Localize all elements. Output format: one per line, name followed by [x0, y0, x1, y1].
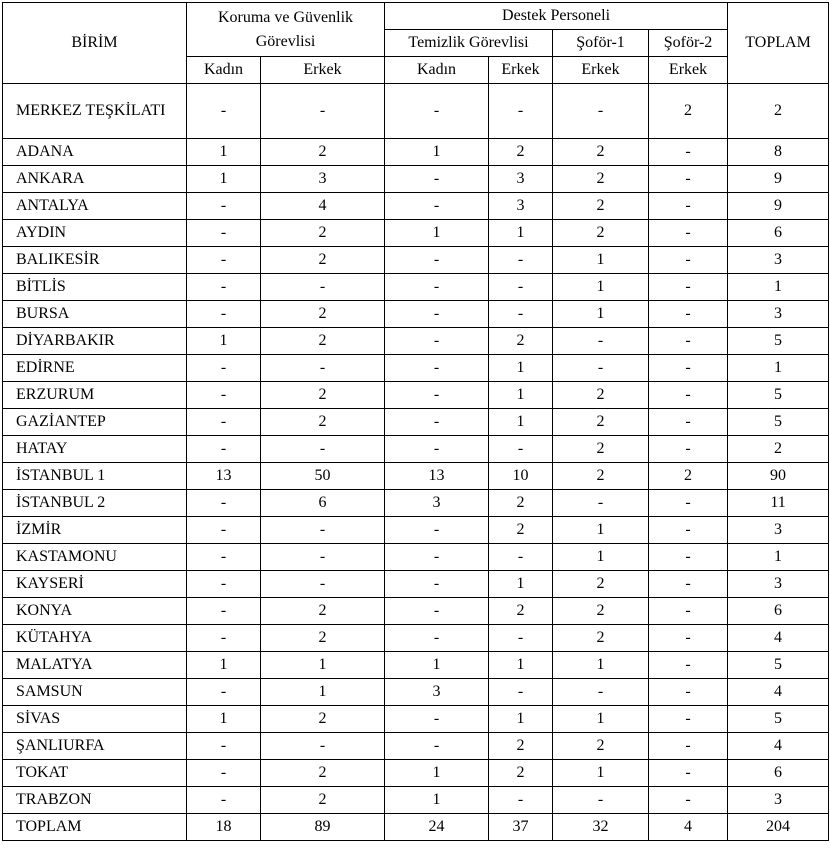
table-row — [3, 598, 829, 625]
table-row — [3, 328, 829, 355]
cell-kg-erkek: 3 — [261, 166, 385, 193]
cell-toplam: 5 — [728, 382, 829, 409]
cell-birim: KAYSERİ — [3, 571, 187, 598]
cell-tz-kadin: 1 — [385, 760, 489, 787]
cell-tz-kadin: - — [385, 382, 489, 409]
header-s2-erkek: Erkek — [649, 57, 728, 84]
cell-s2-erkek: - — [649, 490, 728, 517]
cell-toplam: 5 — [728, 328, 829, 355]
cell-s1-erkek: 1 — [553, 301, 649, 328]
cell-kg-erkek: - — [261, 84, 385, 139]
cell-tz-kadin: 1 — [385, 139, 489, 166]
cell-tz-erkek: 1 — [489, 355, 553, 382]
cell-kg-kadin: - — [187, 193, 261, 220]
cell-s2-erkek: - — [649, 544, 728, 571]
cell-kg-kadin: 18 — [187, 814, 261, 841]
cell-tz-erkek: - — [489, 247, 553, 274]
cell-s2-erkek: - — [649, 301, 728, 328]
cell-kg-kadin: - — [187, 220, 261, 247]
cell-tz-erkek: 2 — [489, 517, 553, 544]
cell-toplam: 4 — [728, 679, 829, 706]
table-row — [3, 544, 829, 571]
cell-kg-erkek: 2 — [261, 328, 385, 355]
cell-kg-kadin: - — [187, 436, 261, 463]
cell-s2-erkek: - — [649, 760, 728, 787]
cell-kg-kadin: - — [187, 382, 261, 409]
cell-s1-erkek: 2 — [553, 382, 649, 409]
cell-toplam: 3 — [728, 517, 829, 544]
cell-kg-erkek: - — [261, 733, 385, 760]
cell-toplam: 11 — [728, 490, 829, 517]
cell-kg-kadin: - — [187, 679, 261, 706]
cell-s2-erkek: 4 — [649, 814, 728, 841]
table-row — [3, 679, 829, 706]
cell-kg-kadin: - — [187, 355, 261, 382]
cell-kg-kadin: - — [187, 247, 261, 274]
cell-tz-kadin: - — [385, 409, 489, 436]
cell-tz-erkek: 1 — [489, 382, 553, 409]
cell-tz-erkek: - — [489, 625, 553, 652]
cell-toplam: 6 — [728, 220, 829, 247]
header-destek-group: Destek Personeli — [385, 3, 728, 30]
cell-tz-kadin: - — [385, 328, 489, 355]
cell-toplam: 1 — [728, 355, 829, 382]
cell-s2-erkek: - — [649, 436, 728, 463]
cell-kg-erkek: 4 — [261, 193, 385, 220]
cell-toplam: 5 — [728, 706, 829, 733]
cell-toplam: 1 — [728, 274, 829, 301]
cell-toplam: 9 — [728, 166, 829, 193]
cell-kg-erkek: - — [261, 355, 385, 382]
cell-kg-kadin: 1 — [187, 166, 261, 193]
cell-kg-erkek: 2 — [261, 625, 385, 652]
cell-s2-erkek: - — [649, 652, 728, 679]
cell-kg-erkek: 2 — [261, 301, 385, 328]
cell-kg-erkek: 2 — [261, 409, 385, 436]
cell-tz-kadin: - — [385, 571, 489, 598]
cell-toplam: 1 — [728, 544, 829, 571]
cell-birim: İSTANBUL 1 — [3, 463, 187, 490]
cell-toplam: 2 — [728, 436, 829, 463]
cell-tz-kadin: - — [385, 274, 489, 301]
cell-kg-kadin: - — [187, 625, 261, 652]
cell-s2-erkek: - — [649, 679, 728, 706]
cell-kg-kadin: - — [187, 733, 261, 760]
cell-tz-kadin: - — [385, 706, 489, 733]
table-row — [3, 733, 829, 760]
cell-tz-kadin: - — [385, 193, 489, 220]
cell-kg-kadin: - — [187, 84, 261, 139]
cell-toplam: 5 — [728, 409, 829, 436]
table-row — [3, 220, 829, 247]
cell-kg-kadin: 13 — [187, 463, 261, 490]
cell-kg-kadin: - — [187, 274, 261, 301]
cell-s1-erkek: 2 — [553, 220, 649, 247]
cell-birim: İSTANBUL 2 — [3, 490, 187, 517]
cell-birim: EDİRNE — [3, 355, 187, 382]
cell-tz-kadin: - — [385, 301, 489, 328]
table-row — [3, 382, 829, 409]
cell-s2-erkek: - — [649, 571, 728, 598]
cell-tz-erkek: 3 — [489, 193, 553, 220]
cell-tz-erkek: - — [489, 274, 553, 301]
cell-tz-erkek: - — [489, 301, 553, 328]
cell-kg-erkek: 2 — [261, 787, 385, 814]
cell-s2-erkek: - — [649, 733, 728, 760]
cell-birim: BALIKESİR — [3, 247, 187, 274]
cell-tz-erkek: 10 — [489, 463, 553, 490]
cell-tz-erkek: 2 — [489, 139, 553, 166]
cell-kg-erkek: 1 — [261, 679, 385, 706]
cell-tz-erkek: 1 — [489, 706, 553, 733]
cell-toplam: 2 — [728, 84, 829, 139]
cell-kg-erkek: 2 — [261, 706, 385, 733]
cell-kg-kadin: - — [187, 409, 261, 436]
table-row — [3, 193, 829, 220]
table-row — [3, 571, 829, 598]
cell-s2-erkek: - — [649, 355, 728, 382]
table-row — [3, 274, 829, 301]
cell-tz-kadin: 1 — [385, 220, 489, 247]
cell-s1-erkek: 2 — [553, 463, 649, 490]
cell-tz-erkek: 37 — [489, 814, 553, 841]
cell-s1-erkek: 32 — [553, 814, 649, 841]
cell-birim: HATAY — [3, 436, 187, 463]
cell-s1-erkek: 1 — [553, 652, 649, 679]
cell-s1-erkek: 2 — [553, 598, 649, 625]
cell-tz-erkek: 2 — [489, 733, 553, 760]
cell-birim: MERKEZ TEŞKİLATI — [3, 84, 187, 139]
cell-tz-kadin: - — [385, 166, 489, 193]
cell-tz-kadin: 3 — [385, 490, 489, 517]
cell-kg-kadin: - — [187, 598, 261, 625]
header-tz-kadin: Kadın — [385, 57, 489, 84]
cell-birim: AYDIN — [3, 220, 187, 247]
cell-birim: TOPLAM — [3, 814, 187, 841]
cell-tz-erkek: - — [489, 787, 553, 814]
header-sofor1: Şoför-1 — [553, 30, 649, 57]
cell-s1-erkek: 2 — [553, 193, 649, 220]
cell-tz-kadin: 1 — [385, 652, 489, 679]
cell-tz-kadin: 3 — [385, 679, 489, 706]
cell-kg-erkek: 1 — [261, 652, 385, 679]
cell-tz-erkek: 1 — [489, 571, 553, 598]
cell-birim: ŞANLIURFA — [3, 733, 187, 760]
cell-s2-erkek: - — [649, 409, 728, 436]
header-kg-kadin: Kadın — [187, 57, 261, 84]
cell-kg-erkek: - — [261, 517, 385, 544]
cell-tz-erkek: 2 — [489, 490, 553, 517]
cell-birim: ADANA — [3, 139, 187, 166]
cell-toplam: 6 — [728, 760, 829, 787]
cell-toplam: 4 — [728, 625, 829, 652]
table-row — [3, 625, 829, 652]
cell-tz-kadin: - — [385, 436, 489, 463]
cell-s2-erkek: - — [649, 598, 728, 625]
cell-toplam: 3 — [728, 247, 829, 274]
cell-tz-erkek: - — [489, 544, 553, 571]
personnel-table — [2, 2, 829, 841]
cell-toplam: 3 — [728, 571, 829, 598]
cell-s1-erkek: 1 — [553, 706, 649, 733]
header-koruma-group: Koruma ve Güvenlik Görevlisi — [187, 3, 385, 57]
cell-tz-erkek: 3 — [489, 166, 553, 193]
cell-kg-erkek: 6 — [261, 490, 385, 517]
cell-birim: TRABZON — [3, 787, 187, 814]
table-row — [3, 301, 829, 328]
cell-tz-erkek: 2 — [489, 760, 553, 787]
cell-kg-kadin: 1 — [187, 652, 261, 679]
cell-birim: İZMİR — [3, 517, 187, 544]
table-row — [3, 787, 829, 814]
cell-toplam: 9 — [728, 193, 829, 220]
cell-tz-erkek: 2 — [489, 598, 553, 625]
header-birim: BİRİM — [3, 3, 187, 84]
cell-toplam: 8 — [728, 139, 829, 166]
table-row — [3, 355, 829, 382]
cell-kg-kadin: - — [187, 490, 261, 517]
cell-toplam: 6 — [728, 598, 829, 625]
cell-kg-erkek: 2 — [261, 382, 385, 409]
cell-tz-kadin: - — [385, 355, 489, 382]
cell-tz-kadin: - — [385, 544, 489, 571]
cell-kg-erkek: - — [261, 544, 385, 571]
cell-s2-erkek: - — [649, 274, 728, 301]
header-s1-erkek: Erkek — [553, 57, 649, 84]
cell-tz-kadin: - — [385, 625, 489, 652]
cell-birim: TOKAT — [3, 760, 187, 787]
cell-s2-erkek: 2 — [649, 463, 728, 490]
cell-kg-erkek: 2 — [261, 220, 385, 247]
cell-s2-erkek: - — [649, 247, 728, 274]
cell-s1-erkek: 2 — [553, 571, 649, 598]
cell-s1-erkek: - — [553, 679, 649, 706]
cell-birim: SAMSUN — [3, 679, 187, 706]
cell-birim: ANKARA — [3, 166, 187, 193]
cell-s1-erkek: 2 — [553, 733, 649, 760]
header-sofor2: Şoför-2 — [649, 30, 728, 57]
cell-tz-kadin: 1 — [385, 787, 489, 814]
cell-s1-erkek: 1 — [553, 247, 649, 274]
table-row — [3, 652, 829, 679]
cell-s1-erkek: 2 — [553, 139, 649, 166]
cell-s1-erkek: - — [553, 355, 649, 382]
cell-s2-erkek: - — [649, 139, 728, 166]
cell-s1-erkek: 1 — [553, 274, 649, 301]
cell-s2-erkek: - — [649, 382, 728, 409]
cell-s1-erkek: 2 — [553, 625, 649, 652]
cell-tz-erkek: - — [489, 679, 553, 706]
header-toplam: TOPLAM — [728, 3, 829, 84]
cell-s2-erkek: - — [649, 625, 728, 652]
cell-toplam: 3 — [728, 301, 829, 328]
cell-birim: ANTALYA — [3, 193, 187, 220]
cell-s1-erkek: 2 — [553, 409, 649, 436]
cell-tz-erkek: 1 — [489, 652, 553, 679]
cell-kg-kadin: - — [187, 760, 261, 787]
cell-kg-erkek: 2 — [261, 139, 385, 166]
cell-kg-kadin: 1 — [187, 328, 261, 355]
cell-kg-erkek: 89 — [261, 814, 385, 841]
cell-s1-erkek: 1 — [553, 517, 649, 544]
cell-s1-erkek: - — [553, 787, 649, 814]
cell-kg-kadin: - — [187, 787, 261, 814]
table-row — [3, 463, 829, 490]
table-row — [3, 84, 829, 139]
cell-birim: KASTAMONU — [3, 544, 187, 571]
cell-tz-kadin: - — [385, 598, 489, 625]
cell-birim: BİTLİS — [3, 274, 187, 301]
cell-s2-erkek: - — [649, 787, 728, 814]
cell-birim: DİYARBAKIR — [3, 328, 187, 355]
cell-toplam: 3 — [728, 787, 829, 814]
cell-tz-erkek: - — [489, 436, 553, 463]
cell-s1-erkek: 1 — [553, 544, 649, 571]
cell-kg-erkek: - — [261, 571, 385, 598]
cell-s1-erkek: - — [553, 490, 649, 517]
total-row — [3, 814, 829, 841]
cell-tz-kadin: 13 — [385, 463, 489, 490]
header-temizlik: Temizlik Görevlisi — [385, 30, 553, 57]
cell-tz-kadin: - — [385, 733, 489, 760]
table-row — [3, 490, 829, 517]
cell-kg-erkek: 2 — [261, 247, 385, 274]
cell-s2-erkek: - — [649, 706, 728, 733]
cell-birim: GAZİANTEP — [3, 409, 187, 436]
cell-s1-erkek: 2 — [553, 166, 649, 193]
cell-kg-kadin: - — [187, 544, 261, 571]
cell-s2-erkek: - — [649, 328, 728, 355]
cell-s2-erkek: - — [649, 220, 728, 247]
cell-tz-erkek: - — [489, 84, 553, 139]
cell-kg-kadin: - — [187, 517, 261, 544]
cell-tz-erkek: 1 — [489, 409, 553, 436]
cell-s1-erkek: - — [553, 328, 649, 355]
cell-toplam: 204 — [728, 814, 829, 841]
cell-s1-erkek: - — [553, 84, 649, 139]
cell-tz-kadin: - — [385, 247, 489, 274]
cell-tz-erkek: 1 — [489, 220, 553, 247]
cell-s2-erkek: - — [649, 517, 728, 544]
cell-toplam: 5 — [728, 652, 829, 679]
cell-kg-erkek: 2 — [261, 760, 385, 787]
cell-toplam: 90 — [728, 463, 829, 490]
table-body — [3, 84, 829, 841]
table-row — [3, 517, 829, 544]
cell-s1-erkek: 2 — [553, 436, 649, 463]
table-row — [3, 436, 829, 463]
cell-kg-erkek: 2 — [261, 598, 385, 625]
cell-birim: KONYA — [3, 598, 187, 625]
cell-kg-kadin: 1 — [187, 139, 261, 166]
cell-s2-erkek: - — [649, 166, 728, 193]
cell-kg-erkek: 50 — [261, 463, 385, 490]
table-row — [3, 760, 829, 787]
header-kg-erkek: Erkek — [261, 57, 385, 84]
cell-toplam: 4 — [728, 733, 829, 760]
cell-birim: KÜTAHYA — [3, 625, 187, 652]
cell-s2-erkek: - — [649, 193, 728, 220]
cell-tz-kadin: - — [385, 84, 489, 139]
cell-kg-erkek: - — [261, 274, 385, 301]
table-row — [3, 706, 829, 733]
cell-tz-kadin: - — [385, 517, 489, 544]
cell-kg-kadin: 1 — [187, 706, 261, 733]
cell-birim: ERZURUM — [3, 382, 187, 409]
header-tz-erkek: Erkek — [489, 57, 553, 84]
table-row — [3, 247, 829, 274]
cell-s2-erkek: 2 — [649, 84, 728, 139]
cell-birim: SİVAS — [3, 706, 187, 733]
cell-birim: BURSA — [3, 301, 187, 328]
cell-tz-kadin: 24 — [385, 814, 489, 841]
table-row — [3, 409, 829, 436]
table-row — [3, 166, 829, 193]
cell-kg-kadin: - — [187, 571, 261, 598]
cell-kg-erkek: - — [261, 436, 385, 463]
cell-s1-erkek: 1 — [553, 760, 649, 787]
table-row — [3, 139, 829, 166]
cell-tz-erkek: 2 — [489, 328, 553, 355]
cell-birim: MALATYA — [3, 652, 187, 679]
cell-kg-kadin: - — [187, 301, 261, 328]
